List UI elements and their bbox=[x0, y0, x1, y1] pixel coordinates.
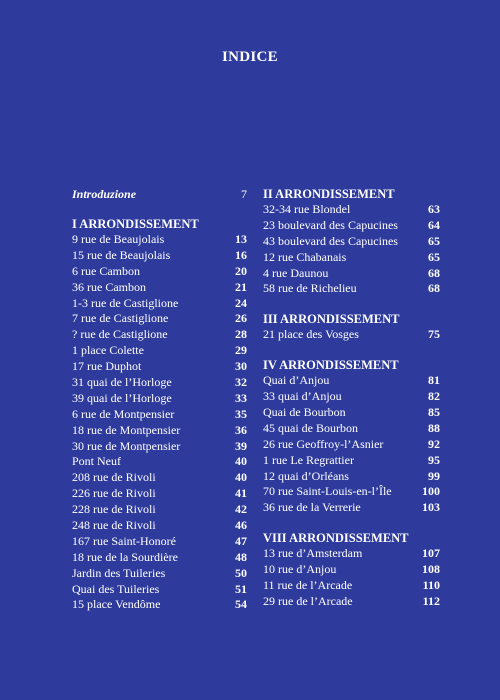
index-entry bbox=[72, 423, 247, 439]
entry-page-number: 46 bbox=[235, 518, 247, 533]
index-entry bbox=[72, 407, 247, 423]
index-entry bbox=[72, 375, 247, 391]
entry-page-number: 33 bbox=[235, 390, 247, 405]
index-entry bbox=[72, 248, 247, 264]
entry-page-number: 64 bbox=[428, 217, 440, 232]
entry-page-number: 40 bbox=[235, 470, 247, 485]
index-entry bbox=[72, 232, 247, 248]
entry-label: 248 rue de Rivoli bbox=[72, 518, 156, 533]
entry-label: 26 rue Geoffroy-l’Asnier bbox=[263, 436, 384, 451]
index-entry bbox=[72, 454, 247, 470]
entry-label: 17 rue Duphot bbox=[72, 359, 142, 374]
entry-page-number: 85 bbox=[428, 405, 440, 420]
index-entry bbox=[263, 421, 440, 437]
index-entry bbox=[263, 327, 440, 343]
entry-label: Introduzione bbox=[72, 187, 137, 201]
index-entry bbox=[72, 597, 247, 613]
entry-label: 36 rue Cambon bbox=[72, 279, 146, 294]
section-title: I ARRONDISSEMENT bbox=[72, 217, 199, 231]
index-entry bbox=[263, 594, 440, 610]
entry-page-number: 63 bbox=[428, 202, 440, 216]
entry-label: 167 rue Saint-Honoré bbox=[72, 533, 176, 548]
entry-page-number: 36 bbox=[235, 422, 247, 437]
entry-label: 11 rue de l’Arcade bbox=[263, 578, 353, 593]
entry-label: Pont Neuf bbox=[72, 454, 121, 469]
entry-page-number: 42 bbox=[235, 502, 247, 517]
index-entry bbox=[263, 437, 440, 453]
entry-page-number: 75 bbox=[428, 327, 440, 342]
entry-label: 43 boulevard des Capucines bbox=[263, 233, 398, 248]
section-arrondissement-8 bbox=[263, 530, 440, 610]
entry-page-number: 28 bbox=[235, 327, 247, 342]
index-entry bbox=[263, 500, 440, 516]
entry-label: 15 rue de Beaujolais bbox=[72, 247, 171, 262]
section-title: IV ARRONDISSEMENT bbox=[263, 358, 399, 373]
entry-page-number: 81 bbox=[428, 373, 440, 388]
index-column-right bbox=[263, 186, 440, 624]
index-entry bbox=[72, 359, 247, 375]
entry-page-number: 32 bbox=[235, 375, 247, 390]
index-entry bbox=[72, 534, 247, 550]
entry-page-number: 68 bbox=[428, 281, 440, 296]
index-entry bbox=[263, 469, 440, 485]
index-entry bbox=[263, 281, 440, 297]
entry-page-number: 107 bbox=[422, 546, 440, 561]
entry-label: 1 place Colette bbox=[72, 343, 144, 358]
index-entry bbox=[263, 218, 440, 234]
entry-page-number: 110 bbox=[422, 578, 440, 593]
index-entry bbox=[263, 389, 440, 405]
entry-page-number: 82 bbox=[428, 389, 440, 404]
entry-page-number: 103 bbox=[422, 500, 440, 515]
entry-page-number: 21 bbox=[235, 279, 247, 294]
entry-page-number: 88 bbox=[428, 420, 440, 435]
entry-label: 12 rue Chabanais bbox=[263, 249, 347, 264]
index-entry bbox=[72, 566, 247, 582]
page-title: INDICE bbox=[222, 49, 278, 65]
entry-page-number: 95 bbox=[428, 452, 440, 467]
entry-label: 228 rue de Rivoli bbox=[72, 502, 156, 517]
index-entry bbox=[72, 311, 247, 327]
index-entry bbox=[72, 296, 247, 312]
index-entry-introduction bbox=[72, 186, 247, 202]
index-entry bbox=[263, 266, 440, 282]
entry-page-number: 40 bbox=[235, 454, 247, 469]
section-arrondissement-2 bbox=[263, 186, 440, 297]
index-entry bbox=[263, 578, 440, 594]
index-entry bbox=[72, 343, 247, 359]
section-title: VIII ARRONDISSEMENT bbox=[263, 531, 409, 546]
entry-page-number: 47 bbox=[235, 533, 247, 548]
index-entry bbox=[72, 470, 247, 486]
entry-label: Quai d’Anjou bbox=[263, 373, 330, 388]
index-entry bbox=[72, 264, 247, 280]
index-entry bbox=[72, 391, 247, 407]
entry-label: 6 rue de Montpensier bbox=[72, 406, 175, 421]
section-title: II ARRONDISSEMENT bbox=[263, 187, 395, 201]
section-arrondissement-4 bbox=[263, 357, 440, 516]
entry-label: Quai des Tuileries bbox=[72, 581, 160, 596]
entry-label: 36 rue de la Verrerie bbox=[263, 500, 361, 515]
section-arrondissement-1 bbox=[72, 216, 247, 613]
entry-page-number: 48 bbox=[235, 549, 247, 564]
entry-page-number: 68 bbox=[428, 265, 440, 280]
entry-label: 23 boulevard des Capucines bbox=[263, 217, 398, 232]
entry-page-number: 65 bbox=[428, 233, 440, 248]
index-column-left bbox=[72, 186, 247, 627]
index-entry bbox=[72, 439, 247, 455]
entry-label: 12 quai d’Orléans bbox=[263, 468, 349, 483]
index-entry bbox=[72, 280, 247, 296]
entry-page-number: 29 bbox=[235, 343, 247, 358]
section-title: III ARRONDISSEMENT bbox=[263, 312, 400, 327]
entry-page-number: 24 bbox=[235, 295, 247, 310]
index-entry bbox=[263, 250, 440, 266]
entry-page-number: 100 bbox=[422, 484, 440, 499]
index-entry bbox=[72, 550, 247, 566]
entry-page-number: 50 bbox=[235, 565, 247, 580]
index-entry bbox=[72, 327, 247, 343]
index-entry bbox=[263, 484, 440, 500]
entry-page-number: 30 bbox=[235, 359, 247, 374]
index-entry bbox=[263, 562, 440, 578]
entry-page-number: 41 bbox=[235, 486, 247, 501]
entry-page-number: 13 bbox=[235, 232, 247, 246]
entry-label: 70 rue Saint-Louis-en-l’Île bbox=[263, 484, 392, 499]
entry-label: 33 quai d’Anjou bbox=[263, 389, 342, 404]
index-entry bbox=[72, 486, 247, 502]
index-entry bbox=[263, 202, 440, 218]
entry-page-number: 39 bbox=[235, 438, 247, 453]
entry-page-number: 92 bbox=[428, 436, 440, 451]
entry-label: ? rue de Castiglione bbox=[72, 327, 168, 342]
index-entry bbox=[263, 453, 440, 469]
section-arrondissement-3 bbox=[263, 311, 440, 343]
entry-page-number: 112 bbox=[422, 593, 440, 608]
entry-label: 226 rue de Rivoli bbox=[72, 486, 156, 501]
entry-label: 18 rue de la Sourdière bbox=[72, 549, 178, 564]
entry-page-number: 35 bbox=[235, 406, 247, 421]
entry-page-number: 108 bbox=[422, 562, 440, 577]
index-entry bbox=[263, 405, 440, 421]
entry-label: 29 rue de l’Arcade bbox=[263, 593, 353, 608]
entry-label: 31 quai de l’Horloge bbox=[72, 375, 172, 390]
entry-page-number: 26 bbox=[235, 311, 247, 326]
entry-page-number: 20 bbox=[235, 263, 247, 278]
index-entry bbox=[263, 234, 440, 250]
entry-label: 58 rue de Richelieu bbox=[263, 281, 357, 296]
index-entry bbox=[72, 502, 247, 518]
index-entry bbox=[263, 546, 440, 562]
entry-label: 32-34 rue Blondel bbox=[263, 202, 351, 216]
entry-label: Quai de Bourbon bbox=[263, 405, 346, 420]
entry-label: 7 rue de Castiglione bbox=[72, 311, 169, 326]
index-entry bbox=[72, 582, 247, 598]
entry-page-number: 16 bbox=[235, 247, 247, 262]
entry-label: 4 rue Daunou bbox=[263, 265, 329, 280]
entry-label: 1-3 rue de Castiglione bbox=[72, 295, 179, 310]
entry-label: 45 quai de Bourbon bbox=[263, 420, 358, 435]
index-entry bbox=[263, 373, 440, 389]
entry-label: 1 rue Le Regrattier bbox=[263, 452, 354, 467]
index-entry bbox=[72, 518, 247, 534]
entry-label: 208 rue de Rivoli bbox=[72, 470, 156, 485]
entry-page-number: 65 bbox=[428, 249, 440, 264]
entry-label: 10 rue d’Anjou bbox=[263, 562, 337, 577]
entry-label: 18 rue de Montpensier bbox=[72, 422, 181, 437]
entry-label: 6 rue Cambon bbox=[72, 263, 140, 278]
entry-label: Jardin des Tuileries bbox=[72, 565, 166, 580]
entry-label: 9 rue de Beaujolais bbox=[72, 232, 165, 246]
entry-label: 13 rue d’Amsterdam bbox=[263, 546, 363, 561]
entry-page-number: 7 bbox=[241, 187, 247, 201]
entry-page-number: 99 bbox=[428, 468, 440, 483]
entry-label: 39 quai de l’Horloge bbox=[72, 390, 172, 405]
entry-page-number: 51 bbox=[235, 581, 247, 596]
entry-label: 15 place Vendôme bbox=[72, 597, 161, 612]
entry-label: 21 place des Vosges bbox=[263, 327, 359, 342]
entry-label: 30 rue de Montpensier bbox=[72, 438, 181, 453]
entry-page-number: 54 bbox=[235, 597, 247, 612]
